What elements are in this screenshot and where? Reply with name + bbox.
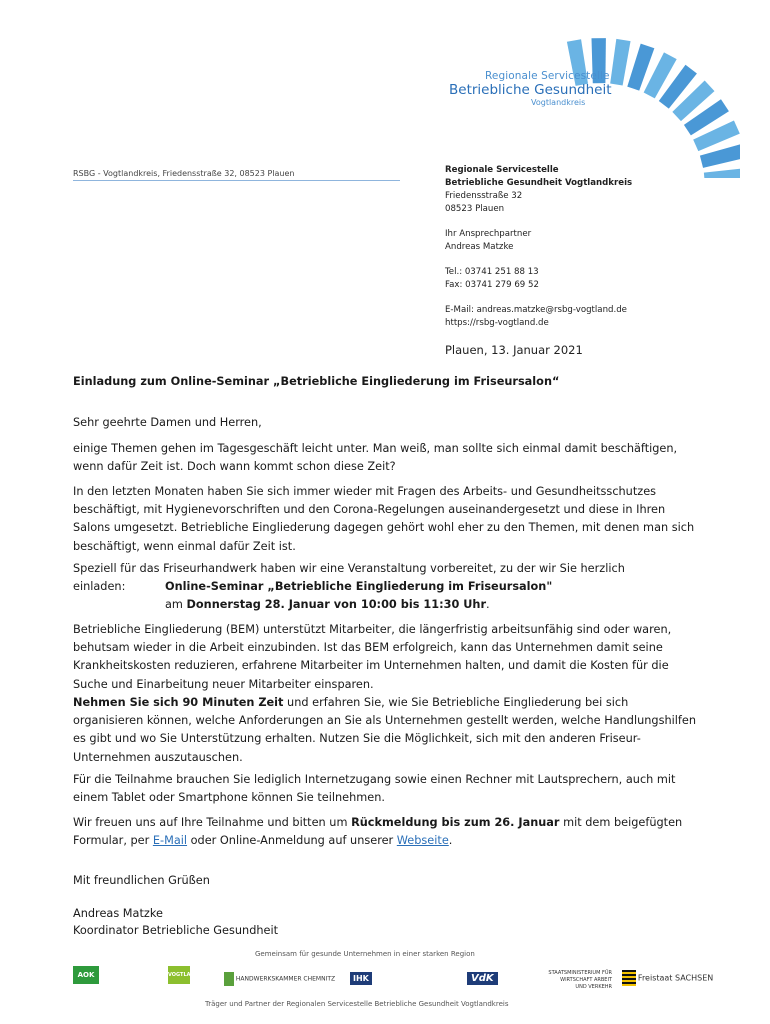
- event-datetime: Donnerstag 28. Januar von 10:00 bis 11:30 Uhr: [186, 598, 487, 612]
- logo-line-1: Regionale Servicestelle: [485, 70, 610, 82]
- contact-fax: Fax: 03741 279 69 52: [445, 280, 539, 290]
- contact-street: Friedensstraße 32: [445, 191, 523, 201]
- footer-logo-vogtland: [168, 966, 199, 984]
- contact-web[interactable]: https://rsbg-vogtland.de: [445, 318, 549, 328]
- logo-fan-bar: [610, 39, 630, 86]
- paragraph-5-highlight: Nehmen Sie sich 90 Minuten Zeit: [73, 696, 284, 709]
- letter-date: Plauen, 13. Januar 2021: [445, 343, 583, 357]
- footer-logo-ihk: [350, 972, 372, 985]
- vdk-logo-text: VdK: [467, 972, 498, 985]
- footer-partners-line: Träger und Partner der Regionalen Servicestelle Betriebliche Gesundheit Vogtlandkreis: [205, 1000, 509, 1008]
- paragraph-7-text-b: mit dem beigefügten Formular, per: [73, 816, 683, 848]
- sender-divider: [73, 180, 400, 181]
- footer-logo-smwa: STAATSMINISTERIUM FÜR WIRTSCHAFT ARBEIT UND VERKEHR: [548, 970, 612, 990]
- rsbg-logo-fan-graphic: [440, 38, 740, 178]
- paragraph-5-text: und erfahren Sie, wie Sie Betriebliche Eingliederung bei sich organisieren können, welche Anforderungen an Sie als Unternehmen gestellt werden, welche Handlungshilfen es gibt und wo Sie Unterstützung erhalten. Nutzen Sie die Möglichkeit, sich mit den anderen Friseur-Unternehmen auszutauschen.: [73, 696, 697, 764]
- contact-org-line-2: Betriebliche Gesundheit Vogtlandkreis: [445, 178, 633, 188]
- logo-line-3: Vogtlandkreis: [531, 98, 586, 107]
- paragraph-7-text-d: .: [448, 834, 453, 848]
- footer-tagline: Gemeinsam für gesunde Unternehmen in einer starken Region: [255, 950, 475, 958]
- paragraph-2: In den letzten Monaten haben Sie sich immer wieder mit Fragen des Arbeits- und Gesundheitsschutzes beschäftigt, mit Hygienevorschriften und den Corona-Regelungen auseinandergesetzt und diese in Ihren Salons umgesetzt. Betriebliche Eingliederung dagegen gehört wohl eher zu den Themen, mit denen man sich beschäftigt, wenn einmal dafür Zeit ist.: [73, 485, 695, 553]
- paragraph-1: einige Themen gehen im Tagesgeschäft leicht unter. Man weiß, man sollte sich einmal damit beschäftigen, wenn dafür Zeit ist. Doch wann kommt schon diese Zeit?: [73, 442, 678, 474]
- email-link[interactable]: E-Mail: [152, 834, 188, 848]
- contact-city: 08523 Plauen: [445, 204, 505, 214]
- contact-org-line-1: Regionale Servicestelle: [445, 165, 559, 175]
- signature-title: Koordinator Betriebliche Gesundheit: [73, 924, 279, 937]
- paragraph-3-invite: einladen:: [73, 580, 126, 594]
- paragraph-3: [73, 560, 698, 615]
- paragraph-7-text-c: oder Online-Anmeldung auf unserer: [187, 834, 397, 848]
- footer-logo-sachsen: [622, 970, 713, 986]
- sender-address-line: RSBG - Vogtlandkreis, Friedensstraße 32, 08523 Plauen: [73, 169, 295, 178]
- contact-partner-name: Andreas Matzke: [445, 242, 514, 252]
- website-link[interactable]: Webseite: [396, 834, 449, 848]
- footer-logo-hwk: [224, 972, 335, 986]
- paragraph-4: Betriebliche Eingliederung (BEM) unterstützt Mitarbeiter, die längerfristig arbeitsunfähig sind oder waren, behutsam wieder in die Arbeit einzubinden. Ist das BEM erfolgreich, kann das Unternehmen damit seine Krankheitskosten reduzieren, erfahrene Mitarbeiter im Unternehmen halten, und damit die Kosten für die Suche und Einarbeitung neuer Mitarbeiter einsparen.: [73, 623, 672, 691]
- contact-partner-label: Ihr Ansprechpartner: [445, 229, 532, 239]
- sachsen-coat-of-arms-icon: [622, 970, 636, 986]
- paragraph-7-text-a: Wir freuen uns auf Ihre Teilnahme und bitten um: [73, 816, 352, 829]
- rsvp-deadline: Rückmeldung bis zum 26. Januar: [351, 816, 560, 829]
- signature-name: Andreas Matzke: [73, 907, 163, 920]
- paragraph-7: [73, 814, 698, 850]
- sachsen-logo-text: Freistaat SACHSEN: [637, 973, 714, 983]
- contact-email[interactable]: E-Mail: andreas.matzke@rsbg-vogtland.de: [445, 305, 627, 315]
- paragraph-6: Für die Teilnahme brauchen Sie lediglich Internetzugang sowie einen Rechner mit Lautsprechern, auch mit einem Tablet oder Smartphone können Sie teilnehmen.: [73, 773, 676, 805]
- aok-logo-text: AOK PLUS: [73, 966, 99, 984]
- contact-tel: Tel.: 03741 251 88 13: [445, 267, 539, 277]
- letter-subject: Einladung zum Online-Seminar „Betriebliche Eingliederung im Friseursalon“: [73, 375, 560, 388]
- logo-fan-bar: [704, 168, 740, 178]
- paragraph-3-line-1: Speziell für das Friseurhandwerk haben wir eine Veranstaltung vorbereitet, zu der wir Sie herzlich: [73, 562, 625, 575]
- closing: Mit freundlichen Grüßen: [73, 874, 210, 887]
- vogtland-logo-text: VOGTLAND: [168, 966, 190, 984]
- event-title: Online-Seminar „Betriebliche Eingliederung im Friseursalon": [165, 580, 553, 594]
- event-dot: .: [486, 598, 490, 612]
- footer-logo-aok: [73, 966, 99, 997]
- hwk-logo-text: HANDWERKSKAMMER CHEMNITZ: [235, 975, 336, 983]
- event-am: am: [165, 598, 187, 612]
- footer-logo-vdk: [467, 972, 498, 985]
- contact-block: [445, 164, 632, 330]
- event-datetime-line: [73, 596, 698, 614]
- ihk-logo-text: IHK: [350, 972, 372, 985]
- logo-line-2: Betriebliche Gesundheit: [449, 82, 612, 98]
- salutation: Sehr geehrte Damen und Herren,: [73, 416, 262, 429]
- paragraph-5: [73, 694, 698, 767]
